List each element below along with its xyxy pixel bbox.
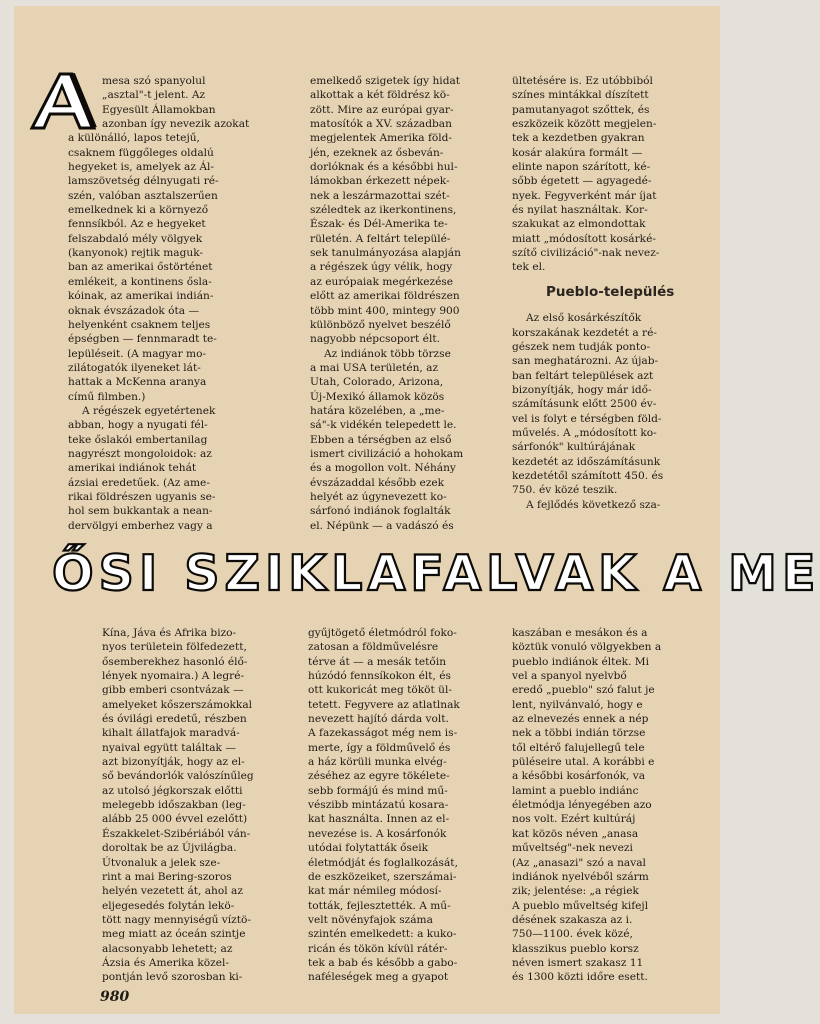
paragraph: gyűjtögető életmódról foko- zatosan a földművelésre térve át — a mesák tetőin húzódó fennsíkokon élt, és ott kukoricát meg tököt ül- tetett. Fegyvere az atlatlnak nevezett hajító dárda volt. A fazekasságot még nem is- merte, így a földművelő és a ház körüli munka elvég- zéséhez az egyre tökélete- sebb formájú és mind mű- vészibb mintázatú kosara- kat használta. Innen az el- nevezése is. A kosárfonók utódai folytatták őseik életmódját és foglalkozását, de eszközeiket, szerszámai- kat már némileg módosí- tották, fejlesztették. A mű- velt növényfajok száma szintén emelkedett: a kuko- ricán és tökön kívül rátér- tek a bab és később a gabo- naféleségek meg a gyapot: [308, 627, 460, 984]
paragraph: ültetésére is. Ez utóbbiból színes mintákkal díszített pamutanyagot szőttek, és eszközeik között megjelen- tek a kezdetben gyakran kosár alakúra formált — elinte napon szárított, ké- sőbb égetett — agyagedé- nyek. Fegyverként már íjat és nyilat használtak. Kor- szakukat az elmondottak miatt „módosított kosárké- szítő civilizáció"-nak nevez- tek el.: [512, 75, 660, 274]
column-4: [102, 626, 302, 986]
column-6: [512, 626, 702, 986]
section-subheading: Pueblo-település: [546, 283, 675, 300]
paragraph: Az első kosárkészítők korszakának kezdetét a ré- gészek nem tudják ponto- san meghatározni. Az újab- ban feltárt települések azt bizonyítják, hogy már idő- számításunk előtt 2500 év- vel is folyt e térségben föld- művelés. A „módosított ko- sárfonók" kultúrájának kezdetét az időszámításunk kezdetétől számított 450. és 750. év közé teszik.: [512, 312, 664, 497]
page-number: 980: [100, 989, 130, 1005]
article-headline: [52, 545, 820, 612]
headline-text: ŐSI SZIKLAFALVAK A ME: [52, 545, 820, 602]
column-5: [308, 626, 504, 986]
paragraph: kaszában e mesákon és a köztük vonuló völgyekben a pueblo indiánok éltek. Mi vel a spanyol nyelvbő eredő „pueblo" szó falut je lent, nyilvánvaló, hogy e az elnevezés ennek a nép nek a többi indián törzse től eltérő falujellegű tele püléseire utal. A korábbi e a későbbi kosárfonók, va lamint a pueblo indiánc életmódja lényegében azo nos volt. Ezért kultúráj kat közös néven „anasa műveltség"-nek nevezi (Az „anasazi" szó a naval indiánok nyelvéből szárm zik; jelentése: „a régiek A pueblo műveltség kifejl désének szakasza az i. 750—1100. évek közé, klasszikus pueblo korsz néven ismert szakasz 11 és 1300 közti időre esett.: [512, 627, 662, 984]
paragraph: mesa szó spanyolul „asztal"-t jelent. Az Egyesült Államokban azonban így nevezik azokat a különálló, lapos tetejű, csaknem függőleges oldalú hegyeket is, amelyek az Ál- lamszövetség délnyugati ré- szén, valóban asztalszerűen emelkednek ki a környező fennsíkból. Az e hegyeket felszabdaló mély völgyek (kanyonok) rejtik maguk- ban az amerikai őstörténet emlékeit, a kontinens ősla- kóinak, az amerikai indián- oknak évszázadok óta — helyenként csaknem teljes épségben — fennmaradt te- lepüléseit. (A magyar mo- zilátogatók ilyeneket lát- hattak a McKenna aranya című filmben.): [68, 75, 250, 403]
paragraph: A fejlődés következő sza-: [526, 498, 661, 511]
column-3: [512, 74, 710, 542]
paragraph: Az indiánok több törzse a mai USA területén, az Utah, Colorado, Arizona, Új-Mexikó államok közös határa közelében, a „me- sá"-k vidékén telepedett le. Ebben a térségben az első ismert civilizáció a hohokam és a mogollon volt. Néhány évszázaddal később ezek helyét az úgynevezett ko- sárfonó indiánok foglalták el. Népünk — a vadászó és: [310, 347, 464, 532]
column-2: [310, 74, 506, 542]
drop-cap-letter: [32, 72, 94, 130]
paragraph: Kína, Jáva és Afrika bizo- nyos területein fölfedezett, ősemberekhez hasonló élő- lények nyomaira.) A legré- gibb emberi csontvázak — amelyeket kőszerszámokkal és óvilági eredetű, részben kihalt állatfajok maradvá- nyaival együtt találtak — azt bizonyítják, hogy az el- ső bevándorlók valószínűleg az utolsó jégkorszak előtti melegebb időszakban (leg- alább 25 000 évvel ezelőtt) Északkelet-Szibériából ván- doroltak be az Újvilágba. Útvonaluk a jelek sze- rint a mai Bering-szoros helyén vezetett át, ahol az eljegesedés folytán lekö- tött nagy mennyiségű víztö- meg miatt az óceán szintje alacsonyabb lehetett; az Ázsia és Amerika közel- pontján levő szorosban ki-: [102, 627, 254, 984]
column-1: [68, 74, 304, 542]
paragraph: emelkedő szigetek így hidat alkottak a két földrész kö- zött. Mire az európai gyar- matosítók a XV. században megjelentek Amerika föld- jén, ezeknek az ősbeván- dorlóknak és a későbbi hul- lámokban érkezett népek- nek a leszármazottai szét- széledtek az ikerkontinens, Észak- és Dél-Amerika te- rületén. A feltárt települé- sek tanulmányozása alapján a régészek úgy vélik, hogy az európaiak megérkezése előtt az amerikai földrészen több mint 400, mintegy 900 különböző nyelvet beszélő nagyobb népcsoport élt.: [310, 75, 461, 346]
paragraph: A régészek egyetértenek abban, hogy a nyugati fél- teke őslakói embertanilag nagyrészt mongoloidok: az amerikai indiánok tehát ázsiai eredetűek. (Az ame- rikai földrészen ugyanis se- hol sem bukkantak a nean- dervölgyi emberhez vagy a: [68, 404, 216, 532]
